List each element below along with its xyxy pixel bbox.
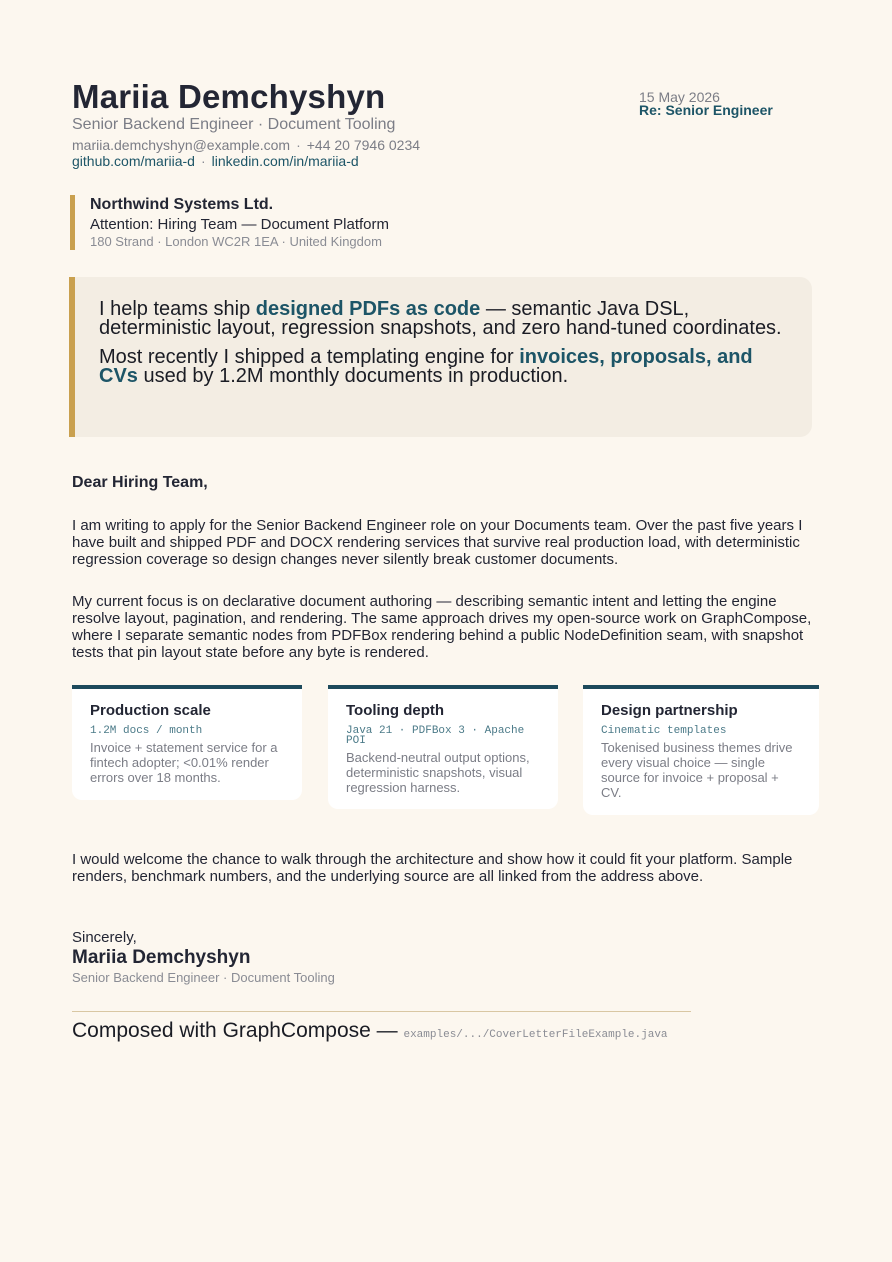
body-paragraph-1: I am writing to apply for the Senior Backend Engineer role on your Documents team. Over the past five years I have built and shipped PDF and DOCX rendering services that survive real production load, with deterministic regression coverage so design changes never silently break customer documents. bbox=[72, 517, 803, 568]
body-paragraph-3: I would welcome the chance to walk through the architecture and show how it could fit your platform. Sample renders, benchmark numbers, and the underlying source are all linked from the address above. bbox=[72, 851, 793, 885]
signature-role: Senior Backend Engineer · Document Tooling bbox=[72, 970, 335, 985]
card-title: Production scale bbox=[90, 702, 211, 719]
signature-name: Mariia Demchyshyn bbox=[72, 947, 251, 968]
card-title: Tooling depth bbox=[346, 702, 445, 719]
email-text: mariia.demchyshyn@example.com bbox=[72, 137, 291, 153]
hero-text: Most recently I shipped a templating engine for bbox=[99, 346, 520, 368]
closing: Sincerely, bbox=[72, 929, 137, 946]
card-body: Invoice + statement service for a fintech adopter; <0.01% render errors over 18 months. bbox=[90, 740, 278, 785]
greeting: Dear Hiring Team, bbox=[72, 474, 208, 491]
hero-highlight: invoices, proposals, and CVs bbox=[99, 346, 753, 387]
hero-line-2 bbox=[99, 348, 788, 386]
phone-text: +44 20 7946 0234 bbox=[306, 137, 421, 153]
linkedin-link[interactable]: linkedin.com/in/mariia-d bbox=[211, 153, 359, 169]
separator: · bbox=[296, 137, 301, 153]
github-link[interactable]: github.com/mariia-d bbox=[72, 153, 195, 169]
card-body: Tokenised business themes drive every visual choice — single source for invoice + proposal + CV. bbox=[601, 740, 793, 800]
recipient-block bbox=[70, 195, 590, 250]
hero-callout bbox=[69, 277, 812, 437]
letter-subject: Re: Senior Engineer bbox=[639, 102, 773, 118]
sender-name: Mariia Demchyshyn bbox=[72, 78, 386, 115]
contact-line-primary bbox=[72, 137, 420, 153]
footer-text: Composed with GraphCompose — bbox=[72, 1019, 404, 1042]
hero-text: — semantic Java DSL, deterministic layout, regression snapshots, and zero hand-tuned coordinates. bbox=[99, 298, 782, 339]
highlight-card-production bbox=[72, 685, 302, 800]
hero-line-1 bbox=[99, 300, 788, 338]
highlight-card-design bbox=[583, 685, 819, 815]
letter-date: 15 May 2026 bbox=[639, 89, 720, 105]
footer-divider bbox=[72, 1011, 691, 1012]
body-paragraph-2: My current focus is on declarative document authoring — describing semantic intent and letting the engine resolve layout, pagination, and rendering. The same approach drives my open-source work on GraphCompose, where I separate semantic nodes from PDFBox rendering behind a public NodeDefinition seam, with snapshot tests that pin layout state before any byte is rendered. bbox=[72, 593, 812, 661]
card-title: Design partnership bbox=[601, 702, 738, 719]
recipient-company: Northwind Systems Ltd. bbox=[90, 196, 274, 213]
hero-text: I help teams ship bbox=[99, 298, 256, 320]
recipient-address: 180 Strand · London WC2R 1EA · United Kingdom bbox=[90, 234, 382, 249]
card-meta: 1.2M docs / month bbox=[90, 725, 203, 737]
card-meta: Cinematic templates bbox=[601, 725, 727, 737]
separator: · bbox=[200, 153, 206, 169]
highlight-card-tooling bbox=[328, 685, 558, 809]
contact-line-links bbox=[72, 153, 359, 169]
recipient-attention: Attention: Hiring Team — Document Platform bbox=[90, 216, 390, 233]
hero-text: used by 1.2M monthly documents in production. bbox=[137, 365, 569, 387]
sender-role: Senior Backend Engineer · Document Tooling bbox=[72, 116, 396, 133]
footer-credit bbox=[72, 1019, 668, 1043]
hero-highlight: designed PDFs as code bbox=[255, 298, 481, 320]
footer-source-path: examples/.../CoverLetterFileExample.java bbox=[403, 1029, 668, 1041]
card-body: Backend-neutral output options, deterministic snapshots, visual regression harness. bbox=[346, 750, 530, 795]
card-meta: Java 21 · PDFBox 3 · Apache POI bbox=[346, 725, 525, 747]
